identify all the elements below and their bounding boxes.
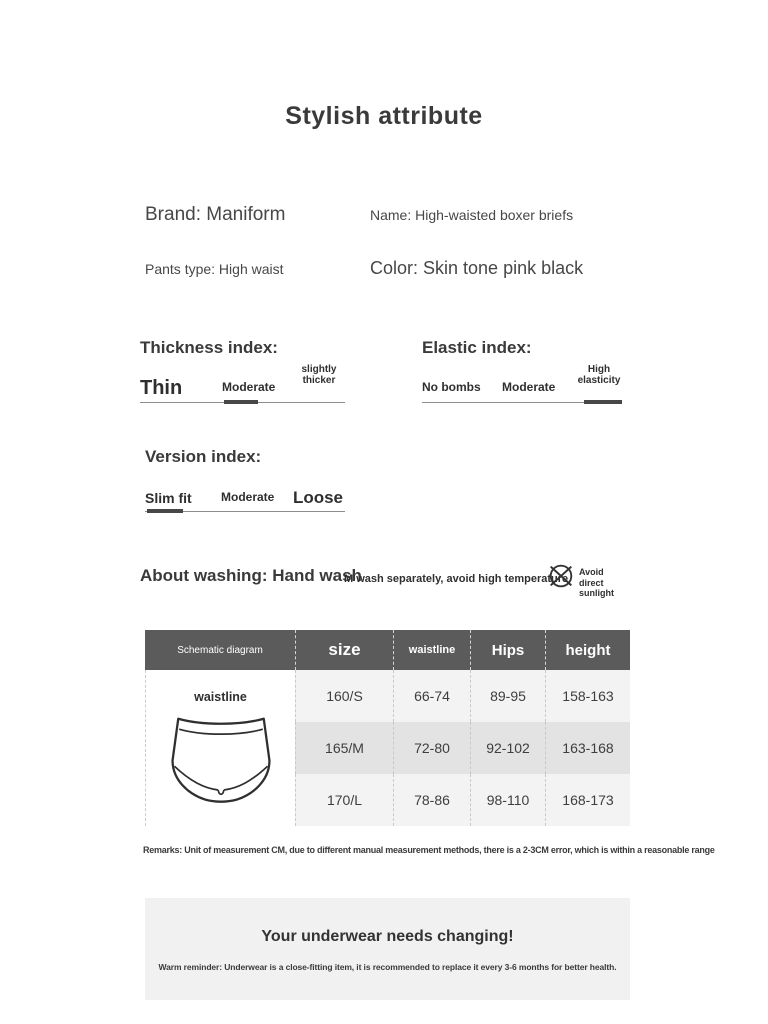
elastic-level-nobombs: No bombs	[422, 380, 481, 394]
cell-waistline: 78-86	[393, 774, 470, 826]
version-level-loose: Loose	[292, 488, 343, 507]
version-levels	[145, 471, 345, 509]
thickness-scale-track	[140, 400, 345, 405]
thickness-scale-marker	[224, 400, 258, 404]
size-table-header	[145, 630, 630, 670]
cell-size: 165/M	[295, 722, 393, 774]
reminder-note: Warm reminder: Underwear is a close-fitting item, it is recommended to replace it every 3-6 months for better health.	[158, 962, 617, 972]
thickness-level-moderate: Moderate	[222, 380, 276, 394]
elastic-scale-marker	[584, 400, 622, 404]
briefs-schematic-icon	[164, 710, 278, 817]
version-index	[145, 447, 345, 514]
cell-height: 168-173	[545, 774, 630, 826]
avoid-sunlight-icon	[546, 561, 576, 591]
product-name: Name: High-waisted boxer briefs	[370, 207, 574, 223]
schematic-cell	[145, 670, 295, 826]
elastic-scale-track	[422, 400, 622, 405]
size-table	[145, 630, 630, 826]
size-table-rows	[295, 670, 630, 826]
elastic-level-high: High elasticity	[577, 364, 621, 386]
size-table-body	[145, 670, 630, 826]
cell-hips: 92-102	[470, 722, 545, 774]
cell-height: 163-168	[545, 722, 630, 774]
reminder-box	[145, 898, 630, 1000]
washing-note: M wash separately, avoid high temperature	[344, 573, 569, 585]
cell-hips: 98-110	[470, 774, 545, 826]
header-schematic: Schematic diagram	[177, 644, 263, 656]
remarks-text: Remarks: Unit of measurement CM, due to different manual measurement methods, there is a 2-3CM error, which is within a reasonable range	[143, 845, 715, 855]
cell-hips: 89-95	[470, 670, 545, 722]
reminder-title: Your underwear needs changing!	[261, 928, 514, 945]
cell-height: 158-163	[545, 670, 630, 722]
thickness-levels	[140, 362, 345, 400]
washing-label: About washing: Hand wash	[140, 566, 362, 585]
thickness-level-thin: Thin	[140, 377, 183, 399]
header-size: size	[295, 630, 393, 670]
version-scale-track	[145, 509, 345, 514]
schematic-waistline-label: waistline	[194, 690, 247, 704]
version-index-label: Version index:	[145, 447, 262, 466]
table-row	[295, 722, 630, 774]
elastic-index-label: Elastic index:	[422, 338, 532, 357]
cell-waistline: 66-74	[393, 670, 470, 722]
table-row	[295, 670, 630, 722]
thickness-level-thicker: slightly thicker	[301, 364, 337, 386]
cell-waistline: 72-80	[393, 722, 470, 774]
version-level-slimfit: Slim fit	[145, 490, 192, 506]
version-level-moderate: Moderate	[221, 490, 275, 504]
thickness-index-label: Thickness index:	[140, 338, 278, 357]
cell-size: 160/S	[295, 670, 393, 722]
page-title: Stylish attribute	[285, 102, 483, 130]
header-hips: Hips	[470, 630, 545, 670]
brand-text: Brand: Maniform	[145, 204, 286, 225]
header-waistline: waistline	[393, 630, 470, 670]
elastic-levels	[422, 362, 622, 400]
elastic-index	[422, 338, 622, 405]
version-scale-marker	[147, 509, 183, 513]
pants-type-text: Pants type: High waist	[145, 261, 284, 277]
thickness-index	[140, 338, 345, 405]
table-row	[295, 774, 630, 826]
elastic-level-moderate: Moderate	[502, 380, 556, 394]
cell-size: 170/L	[295, 774, 393, 826]
color-text: Color: Skin tone pink black	[370, 258, 584, 278]
header-height: height	[545, 630, 630, 670]
avoid-sunlight-label: Avoid direct sunlight	[579, 567, 614, 598]
